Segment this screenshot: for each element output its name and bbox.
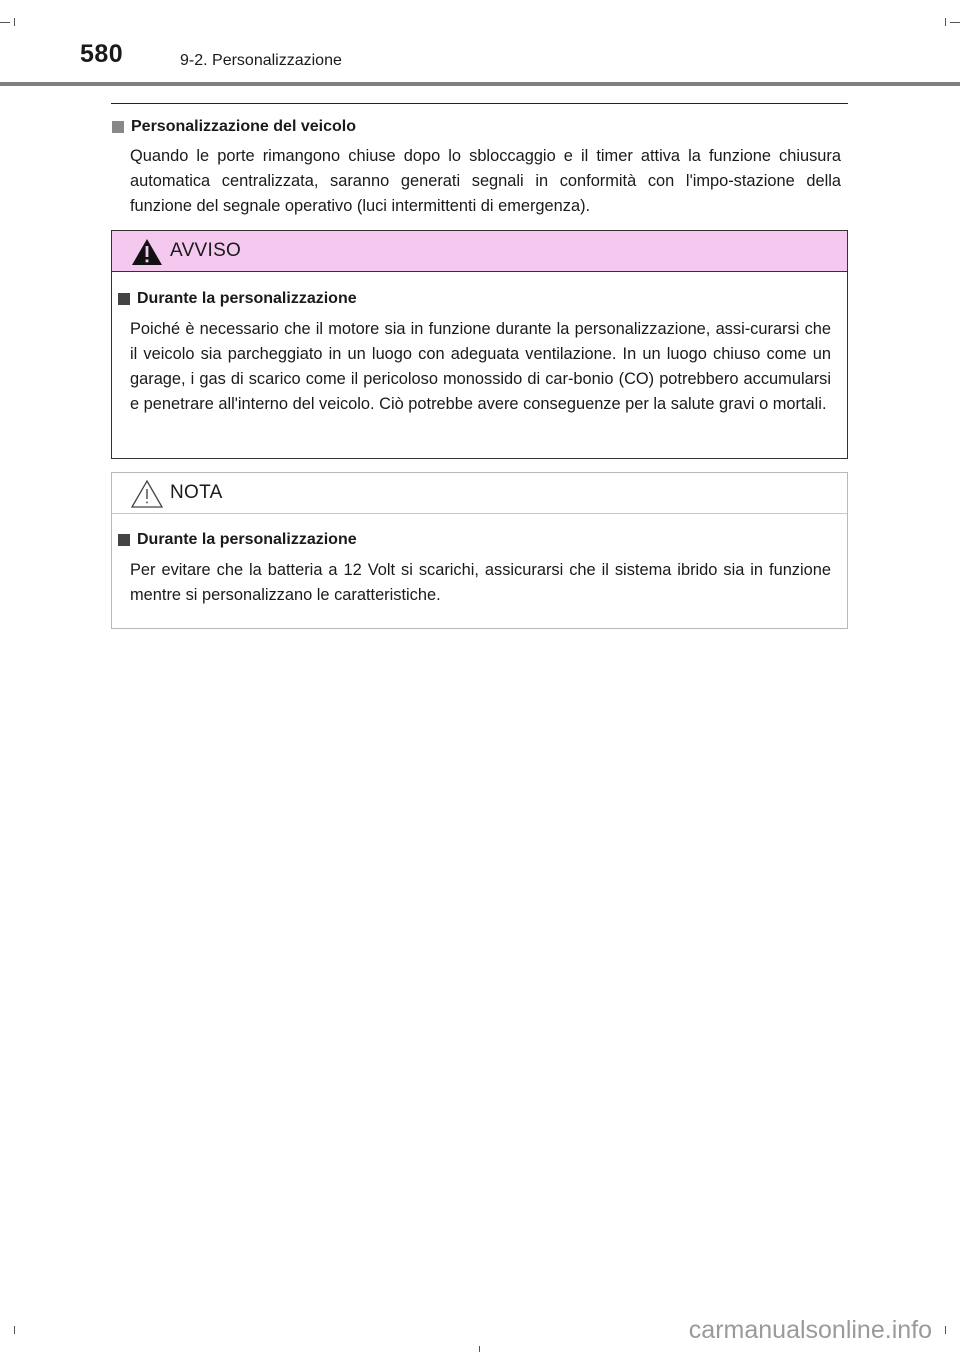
crop-mark (0, 22, 10, 23)
crop-mark (945, 18, 946, 26)
crop-mark (14, 1326, 15, 1334)
running-header: 9-2. Personalizzazione (180, 52, 342, 69)
section-heading (112, 118, 356, 136)
warning-triangle-icon (130, 237, 164, 267)
square-bullet-icon (118, 534, 130, 546)
notice-body-text: Per evitare che la batteria a 12 Volt si scarichi, assicurarsi che il sistema ibrido sia in funzione mentre si personalizzano le caratteristiche. (130, 561, 831, 604)
notice-box-title: NOTA (170, 482, 223, 503)
notice-box-header (112, 473, 847, 514)
warning-body-text: Poiché è necessario che il motore sia in funzione durante la personalizzazione, assi-curarsi che il veicolo sia parcheggiato in un luogo con adeguata ventilazione. In un luogo chiuso come un garage, i gas di scarico come il pericoloso monossido di car-bonio (CO) potrebbero accumularsi e penetrare all'interno del veicolo. Ciò potrebbe avere conseguenze per la salute gravi o mortali. (130, 320, 831, 413)
section-heading-text: Personalizzazione del veicolo (131, 118, 356, 135)
caution-triangle-icon (130, 479, 164, 509)
square-bullet-icon (112, 121, 124, 133)
warning-box-header (112, 231, 847, 272)
warning-box (111, 230, 848, 459)
notice-subheading (118, 531, 357, 549)
notice-box (111, 472, 848, 629)
crop-mark (945, 1326, 946, 1334)
square-bullet-icon (118, 293, 130, 305)
warning-box-title: AVVISO (170, 240, 242, 261)
crop-mark (479, 1346, 480, 1352)
page-number: 580 (80, 40, 124, 68)
notice-subheading-text: Durante la personalizzazione (137, 531, 357, 548)
watermark: carmanualsonline.info (688, 1316, 932, 1344)
warning-subheading-text: Durante la personalizzazione (137, 290, 357, 307)
warning-subheading (118, 290, 357, 308)
crop-mark (950, 22, 960, 23)
section-body-text: Quando le porte rimangono chiuse dopo lo sbloccaggio e il timer attiva la funzione chiusura automatica centralizzata, saranno generati segnali in conformità con l'impo-stazione della funzione del segnale operativo (luci intermittenti di emergenza). (130, 147, 841, 215)
section-divider (111, 103, 848, 104)
header-rule (0, 82, 960, 86)
crop-mark (14, 18, 15, 26)
